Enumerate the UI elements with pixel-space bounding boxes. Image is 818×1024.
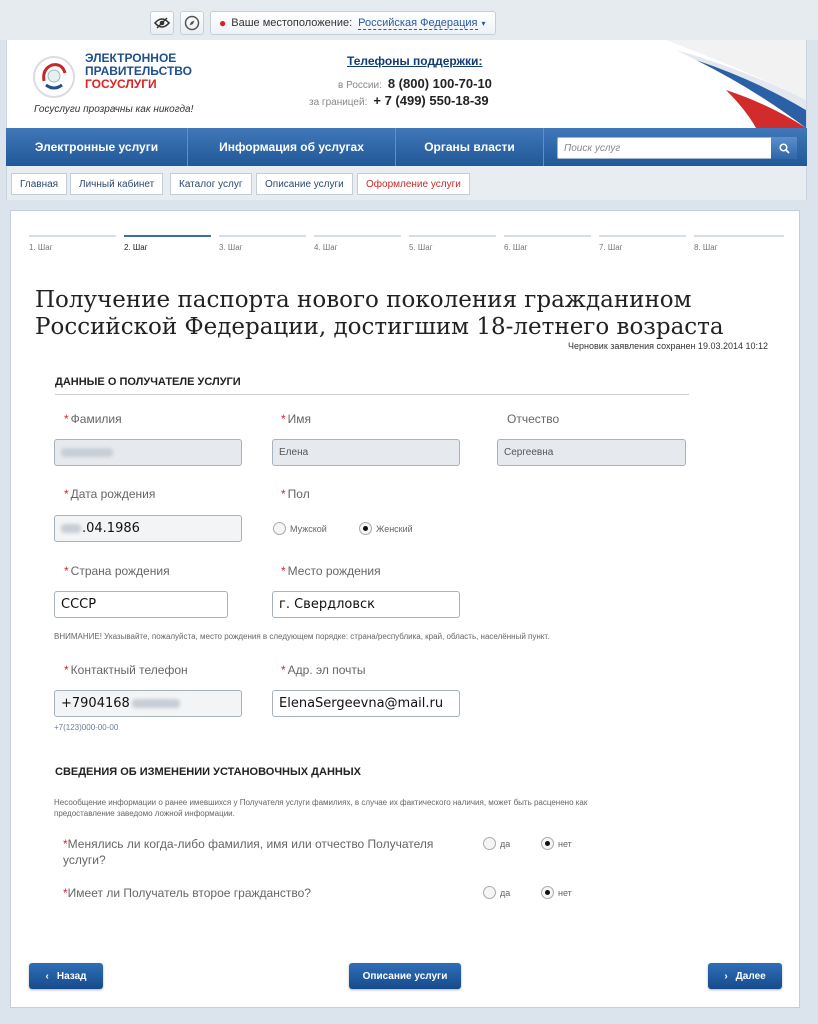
step-7[interactable]: 7. Шаг <box>599 235 686 255</box>
birthplace-label: * Место рождения <box>281 564 381 578</box>
support-russia <box>338 76 492 91</box>
step-6[interactable]: 6. Шаг <box>504 235 591 255</box>
question-name-changed: *Менялись ли когда-либо фамилия, имя или отчество Получателя услуги? <box>63 836 453 868</box>
form-panel <box>10 210 800 1008</box>
gender-male-label: Мужской <box>290 523 327 534</box>
birthplace-note: ВНИМАНИЕ! Указывайте, пожалуйста, место рождения в следующем порядке: страна/республика, край, область, населённый пункт. <box>54 632 550 641</box>
search-button[interactable] <box>771 137 797 159</box>
breadcrumb-home[interactable]: Главная <box>11 173 67 195</box>
russia-phone: 8 (800) 100-70-10 <box>387 76 492 91</box>
birthdate-field[interactable] <box>54 515 242 542</box>
phone-field[interactable] <box>54 690 242 717</box>
breadcrumb-cabinet[interactable]: Личный кабинет <box>70 173 163 195</box>
surname-field <box>54 439 242 466</box>
search-placeholder: Поиск услуг <box>564 142 621 154</box>
patronymic-label: Отчество <box>507 412 560 426</box>
section-recipient-data: ДАННЫЕ О ПОЛУЧАТЕЛЕ УСЛУГИ <box>55 376 689 395</box>
country-label: * Страна рождения <box>64 564 170 578</box>
russia-label: в России: <box>338 80 382 91</box>
breadcrumb-current: Оформление услуги <box>357 173 470 195</box>
redacted-phone <box>132 699 180 708</box>
phone-format-hint: +7(123)000-00-00 <box>54 723 119 732</box>
q1-yes-label: да <box>500 838 511 849</box>
logo-text[interactable] <box>85 52 215 91</box>
birthdate-label: * Дата рождения <box>64 487 156 501</box>
section-identity-changes: СВЕДЕНИЯ ОБ ИЗМЕНЕНИИ УСТАНОВОЧНЫХ ДАННЫХ <box>55 766 361 778</box>
page-title <box>35 287 775 341</box>
q1-no-radio[interactable] <box>541 837 572 850</box>
accessibility-eye-icon[interactable] <box>150 11 174 35</box>
support-abroad <box>309 93 489 108</box>
support-title[interactable]: Телефоны поддержки: <box>347 54 483 68</box>
step-5[interactable]: 5. Шаг <box>409 235 496 255</box>
phone-label: * Контактный телефон <box>64 663 188 677</box>
nav-authorities[interactable]: Органы власти <box>396 128 544 166</box>
redacted-day <box>61 524 81 533</box>
step-3[interactable]: 3. Шаг <box>219 235 306 255</box>
radio-unchecked-icon <box>483 837 496 850</box>
question-second-citizenship: *Имеет ли Получатель второе гражданство? <box>63 886 311 900</box>
flag-decoration <box>606 40 806 128</box>
breadcrumb <box>6 166 807 200</box>
title-line1: Получение паспорта нового поколения гражданином <box>35 287 692 313</box>
site-header <box>6 40 807 128</box>
step-4[interactable]: 4. Шаг <box>314 235 401 255</box>
chevron-right-icon: › <box>724 970 728 982</box>
country-field[interactable]: СССР <box>54 591 228 618</box>
slogan: Госуслуги прозрачны как никогда! <box>34 104 194 115</box>
q2-yes-radio[interactable] <box>483 886 510 899</box>
q1-yes-radio[interactable] <box>483 837 510 850</box>
search-input[interactable] <box>557 137 797 159</box>
search-icon <box>779 143 790 154</box>
gender-label: * Пол <box>281 487 310 501</box>
step-2[interactable]: 2. Шаг <box>124 235 211 255</box>
radio-checked-icon <box>541 837 554 850</box>
abroad-phone: + 7 (499) 550-18-39 <box>373 93 489 108</box>
q2-no-label: нет <box>558 887 572 898</box>
location-pin-icon: ● <box>219 16 227 30</box>
next-label: Далее <box>735 970 766 982</box>
email-label: * Адр. эл почты <box>281 663 366 677</box>
top-bar <box>0 0 818 40</box>
patronymic-field: Сергеевна <box>497 439 686 466</box>
chevron-left-icon: ‹ <box>45 970 49 982</box>
location-selector[interactable] <box>210 11 496 35</box>
gender-male-radio[interactable] <box>273 522 327 535</box>
surname-label: * Фамилия <box>64 412 122 426</box>
logo-line2: ПРАВИТЕЛЬСТВО <box>85 64 193 78</box>
email-field[interactable]: ElenaSergeevna@mail.ru <box>272 690 460 717</box>
birthplace-field[interactable]: г. Свердловск <box>272 591 460 618</box>
breadcrumb-description[interactable]: Описание услуги <box>256 173 353 195</box>
radio-checked-icon <box>359 522 372 535</box>
abroad-label: за границей: <box>309 97 368 108</box>
identity-note-line1: Несообщение информации о ранее имевшихся у Получателя услуги фамилиях, в случае их фактического наличия, может быть расценено как <box>54 798 588 807</box>
nav-electronic-services[interactable]: Электронные услуги <box>6 128 188 166</box>
draft-saved-note: Черновик заявления сохранен 19.03.2014 10:12 <box>568 341 768 351</box>
birthdate-value: .04.1986 <box>82 521 140 536</box>
radio-unchecked-icon <box>273 522 286 535</box>
phone-value: +7904168 <box>61 696 130 711</box>
back-button[interactable] <box>29 963 103 989</box>
breadcrumb-catalog[interactable]: Каталог услуг <box>170 173 252 195</box>
gender-female-label: Женский <box>376 523 413 534</box>
gosuslugi-logo-icon[interactable] <box>32 55 76 99</box>
chevron-down-icon: ▾ <box>481 18 486 28</box>
gender-female-radio[interactable] <box>359 522 413 535</box>
location-value[interactable]: Российская Федерация <box>358 16 478 29</box>
step-8[interactable]: 8. Шаг <box>694 235 784 255</box>
nav-service-info[interactable]: Информация об услугах <box>188 128 396 166</box>
q2-yes-label: да <box>500 887 511 898</box>
q2-text: Имеет ли Получатель второе гражданство? <box>67 886 311 900</box>
service-description-button[interactable]: Описание услуги <box>349 963 461 989</box>
logo-line3: ГОСУСЛУГИ <box>85 77 157 91</box>
step-1[interactable]: 1. Шаг <box>29 235 116 255</box>
q1-no-label: нет <box>558 838 572 849</box>
q2-no-radio[interactable] <box>541 886 572 899</box>
logo-line1: ЭЛЕКТРОННОЕ <box>85 51 177 65</box>
location-label: Ваше местоположение: <box>231 17 353 29</box>
identity-changes-note <box>54 797 744 819</box>
back-label: Назад <box>56 970 87 982</box>
q1-line1: Менялись ли когда-либо фамилия, имя или отчество Получателя <box>67 837 434 851</box>
redacted-value <box>61 448 113 457</box>
name-field: Елена <box>272 439 460 466</box>
title-line2: Российской Федерации, достигшим 18-летнего возраста <box>35 314 724 340</box>
compass-icon[interactable] <box>180 11 204 35</box>
next-button[interactable] <box>708 963 782 989</box>
q1-line2: услуги? <box>63 853 106 867</box>
identity-note-line2: предоставление заведомо ложной информации. <box>54 809 235 818</box>
radio-unchecked-icon <box>483 886 496 899</box>
radio-checked-icon <box>541 886 554 899</box>
name-label: * Имя <box>281 412 312 426</box>
